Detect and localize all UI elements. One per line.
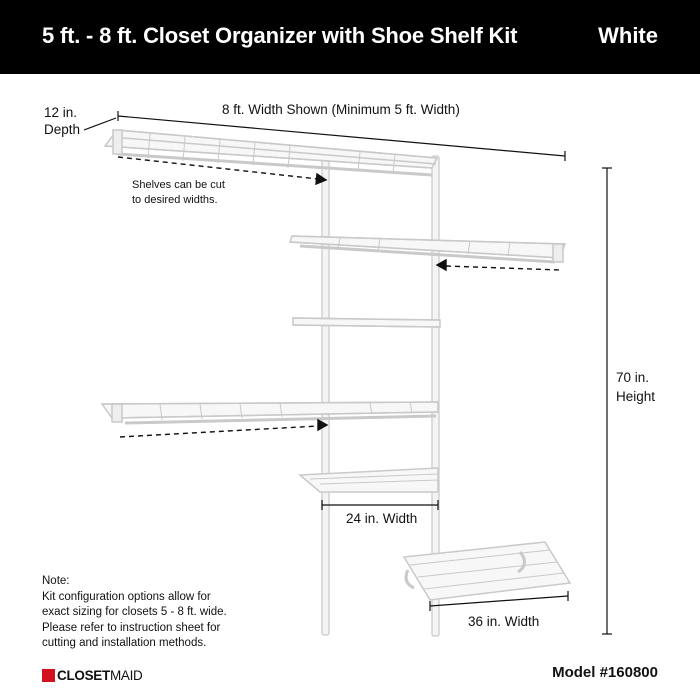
brand-name [57,668,143,683]
closetmaid-logo [42,667,143,683]
callout-line-2: to desired widths. [132,193,218,206]
note-block [42,574,227,652]
brand-name-light: MAID [109,667,143,683]
brand-mark-icon [42,669,55,682]
right-shelf [290,236,565,262]
cut-callout [132,178,225,207]
product-title: 5 ft. - 8 ft. Closet Organizer with Shoe Shelf Kit [42,23,518,48]
note-line: cutting and installation methods. [42,637,207,649]
width-36-label: 36 in. Width [468,614,540,629]
model-number: Model #160800 [552,664,658,681]
color-label: White [598,23,658,48]
note-line: Kit configuration options allow for [42,590,211,603]
middle-shelf [293,318,440,327]
width-24-label: 24 in. Width [346,511,418,526]
note-heading: Note: [42,575,70,587]
top-shelf [105,130,437,175]
left-shelf [102,402,438,423]
brand-name-bold: CLOSET [57,667,110,683]
shoe-shelf-36in [404,542,570,600]
depth-value: 12 in. [44,105,78,120]
height-label [616,368,655,406]
shelf-24in [300,468,438,492]
width-shown-label: 8 ft. Width Shown (Minimum 5 ft. Width) [222,102,460,117]
height-value: 70 in. [616,370,650,385]
depth-label [44,104,80,138]
note-line: Please refer to instruction sheet for [42,621,221,634]
callout-line-1: Shelves can be cut [132,179,225,191]
depth-caption: Depth [44,122,81,137]
height-caption: Height [616,389,656,404]
note-line: exact sizing for closets 5 - 8 ft. wide. [42,606,227,618]
